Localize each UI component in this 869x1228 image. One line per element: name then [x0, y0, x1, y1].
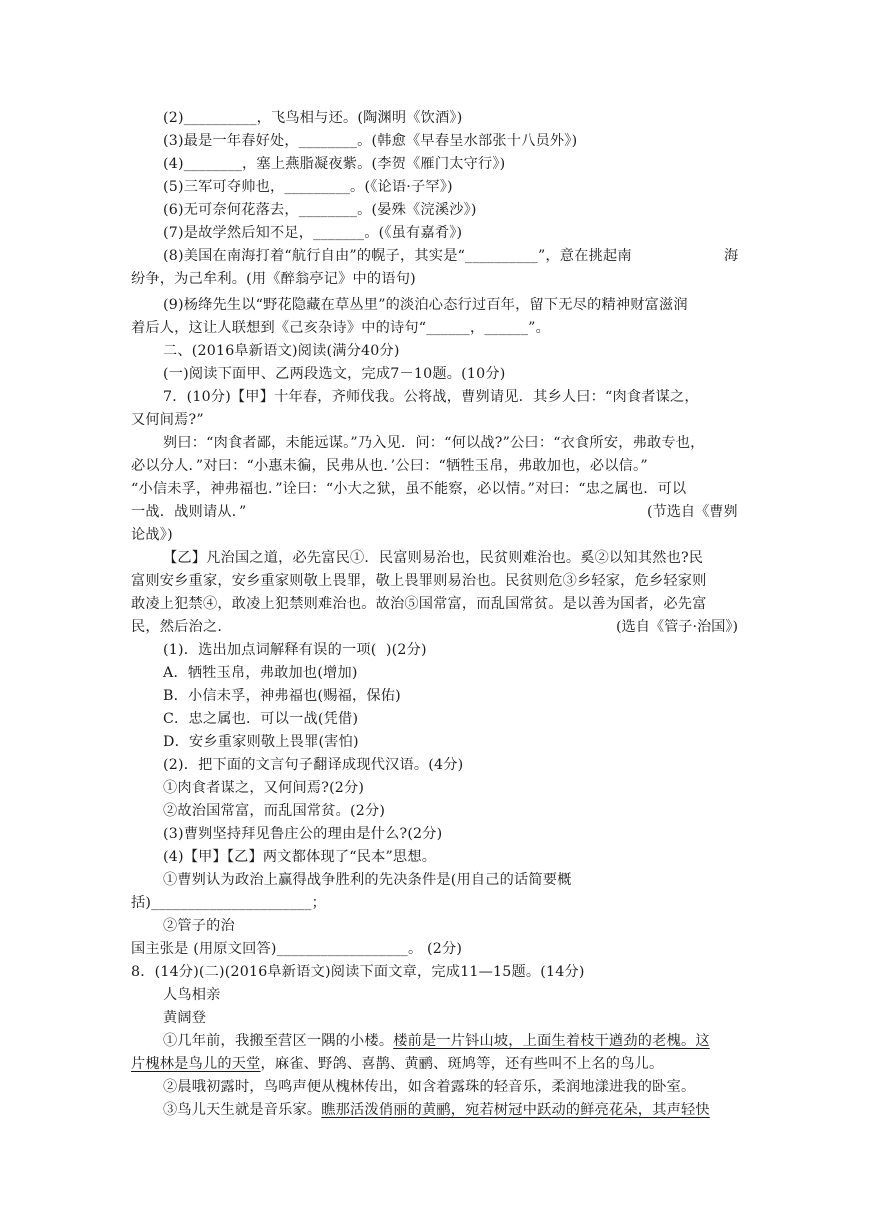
- text-line: [163, 847, 436, 867]
- text-span: 纷争，为己牟利。(用《醉翁亭记》中的语句): [131, 271, 416, 287]
- text-line: [163, 223, 462, 243]
- text-line: [163, 916, 235, 936]
- text-line: [163, 548, 703, 568]
- text-span: 必以分人．”对曰：“小惠未徧，民弗从也．’公曰：“牺牲玉帛，弗敢加也，必以信。”: [131, 458, 648, 474]
- text-line: [163, 364, 505, 384]
- text-line: [131, 617, 232, 637]
- text-line: [163, 1100, 710, 1120]
- text-line: [163, 341, 400, 361]
- text-line: [163, 200, 477, 220]
- text-span: 民，然后治之．: [131, 619, 232, 635]
- text-line: [131, 571, 707, 591]
- text-line: [163, 824, 442, 844]
- text-span: 【乙】凡治国之道，必先富民①．民富则易治也，民贫则难治也。奚②以知其然也?民: [163, 550, 704, 566]
- text-line: [163, 108, 462, 128]
- text-line: [163, 246, 632, 266]
- text-line: [163, 778, 364, 798]
- text-line: [131, 502, 246, 522]
- text-span: ①曹刿认为政治上赢得战争胜利的先决条件是(用自己的话简要概: [163, 872, 572, 888]
- text-span: 黄阔登: [163, 1010, 207, 1026]
- text-line: [131, 269, 416, 289]
- text-span: ②晨哦初露时，鸟鸣声便从槐林传出，如含着露珠的轻音乐，柔润地漾进我的卧室。: [163, 1079, 696, 1095]
- text-line: [163, 709, 358, 729]
- text-span: (2)．把下面的文言句子翻译成现代汉语。(4分): [163, 757, 464, 773]
- text-line: [163, 433, 705, 453]
- text-line: [163, 686, 401, 706]
- text-line: [131, 525, 173, 545]
- text-line: [131, 594, 707, 614]
- text-line: [163, 1008, 206, 1028]
- underlined-text: 楼前是一片钭山坡，上面生着枝干遒劲的老槐。这: [393, 1033, 710, 1049]
- text-line: [131, 1054, 663, 1074]
- text-span: ③鸟儿天生就是音乐家。: [163, 1102, 322, 1118]
- text-span: ①几年前，我搬至营区一隅的小楼。: [163, 1033, 394, 1049]
- text-span: (7)是故学然后知不足，_______。(《虽有嘉肴》): [163, 225, 463, 241]
- text-span: 二、(2016阜新语文)阅读(满分40分): [163, 343, 400, 359]
- text-span: (2)__________，飞鸟相与还。(陶渊明《饮酒》): [163, 110, 463, 126]
- text-span: ①肉食者谋之，又何间焉?(2分): [163, 780, 365, 796]
- text-span: (4)【甲】【乙】两文都体现了“民本”思想。: [163, 849, 437, 865]
- text-span: D．安乡重家则敬上畏罪(害怕): [163, 734, 359, 750]
- text-line: [131, 410, 204, 430]
- text-span: (4)________，塞上燕脂凝夜紫。(李贺《雁门太守行》): [163, 156, 506, 172]
- right-aligned-text: 海: [724, 248, 739, 264]
- text-line: [131, 893, 326, 913]
- text-span: (8)美国在南海打着“航行自由”的幌子，其实是“__________”，意在挑起南: [163, 248, 632, 264]
- text-span: 论战》): [131, 527, 173, 543]
- text-line: [163, 640, 427, 660]
- text-line: [163, 154, 505, 174]
- text-line: [131, 962, 585, 982]
- text-line: [131, 318, 550, 338]
- text-span: A．牺牲玉帛，弗敢加也(增加): [163, 665, 358, 681]
- text-span: 国主张是 (用原文回答)__________________。 (2分): [131, 941, 463, 957]
- text-line: [163, 663, 358, 683]
- text-line: [163, 732, 359, 752]
- text-span: (6)无可奈何花落去，________。(晏殊《浣溪沙》): [163, 202, 477, 218]
- text-span: 刿曰：“肉食者鄙，未能远谋。”乃入见．问：“何以战?”公曰：“衣食所安，弗敢专也，: [163, 435, 705, 451]
- underlined-text: 片槐林是鸟儿的天堂: [131, 1056, 261, 1072]
- text-line: [131, 939, 462, 959]
- text-line: [163, 1031, 710, 1051]
- right-aligned-text: (选自《管子·治国》): [616, 619, 738, 635]
- text-span: 一战．战则请从．”: [131, 504, 247, 520]
- text-line: [163, 755, 463, 775]
- text-line: [131, 456, 648, 476]
- text-span: ②故治国常富，而乱国常贫。(2分): [163, 803, 386, 819]
- text-line: [131, 479, 686, 499]
- text-span: ，麻雀、野鸽、喜鹊、黄鹂、斑鸠等，还有些叫不上名的鸟儿。: [260, 1056, 664, 1072]
- text-span: (1)．选出加点词解释有误的一项( )(2分): [163, 642, 427, 658]
- right-aligned-text: (节选自《曹刿: [647, 504, 738, 520]
- text-span: B．小信未孚，神弗福也(赐福，保佑): [163, 688, 401, 704]
- text-span: (3)曹刿坚持拜见鲁庄公的理由是什么?(2分): [163, 826, 443, 842]
- text-span: 括)______________________；: [131, 895, 326, 911]
- text-span: 7．(10分)【甲】十年春，齐师伐我。公将战，曹刿请见．其乡人曰：“肉食者谋之，: [163, 389, 699, 405]
- text-span: 人鸟相亲: [163, 987, 221, 1003]
- text-span: 着后人，这让人联想到《己亥杂诗》中的诗句“______，______”。: [131, 320, 550, 336]
- text-span: 又何间焉?”: [131, 412, 204, 428]
- text-line: [163, 177, 453, 197]
- text-span: C．忠之属也．可以一战(凭借): [163, 711, 359, 727]
- text-line: [163, 295, 688, 315]
- text-span: (一)阅读下面甲、乙两段选文，完成7－10题。(10分): [163, 366, 506, 382]
- text-span: (5)三军可夺帅也，_________。(《论语·子罕》): [163, 179, 453, 195]
- text-line: [163, 801, 385, 821]
- text-span: 富则安乡重家，安乡重家则敬上畏罪，敬上畏罪则易治也。民贫则危③乡轻家，危乡轻家则: [131, 573, 707, 589]
- text-line: [163, 1077, 695, 1097]
- text-span: 敢凌上犯禁④，敢凌上犯禁则难治也。故治⑤国常富，而乱国常贫。是以善为国者，必先富: [131, 596, 707, 612]
- text-span: (9)杨绛先生以“野花隐藏在草丛里”的淡泊心态行过百年，留下无尽的精神财富滋润: [163, 297, 688, 313]
- underlined-text: 瞧那活泼俏丽的黄鹂，宛若树冠中跃动的鲜亮花朵，其声轻快: [321, 1102, 710, 1118]
- text-span: 8．(14分)(二)(2016阜新语文)阅读下面文章，完成11—15题。(14分): [131, 964, 585, 980]
- text-line: [163, 985, 221, 1005]
- text-line: [163, 131, 577, 151]
- text-span: “小信未孚，神弗福也．”诠曰：“小大之狱，虽不能察，必以情。”对曰：“忠之属也．可以: [131, 481, 687, 497]
- text-line: [163, 387, 699, 407]
- text-line: [163, 870, 572, 890]
- text-span: (3)最是一年春好处，________。(韩愈《早春呈水部张十八员外》): [163, 133, 578, 149]
- text-span: ②管子的治: [163, 918, 235, 934]
